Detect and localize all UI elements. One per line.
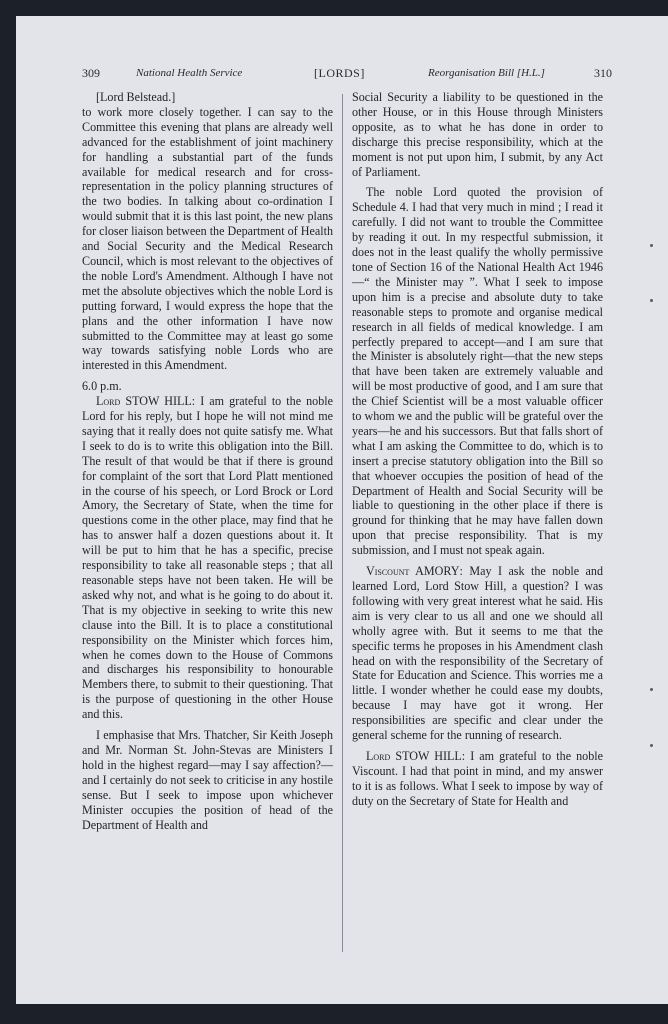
margin-dot [650,299,653,302]
speech-text: : May I ask the noble and learned Lord, Lord Stow Hill, a question? I was following with very great interest what he said. His aim is very clear to us all and one we should all wholly agree with. But it seems to me that the specific terms he proposes in his Amendment clash head on with the responsibility of the Secretary of State for Education and Science. This worries me a little. I wonder whether he could ease my doubts, because I may have got it wrong. Her responsibilities are specific and clear under the general scheme for the running of research. [352,564,603,743]
left-running-title: National Health Service [136,67,243,79]
right-paragraph-1: Social Security a liability to be questioned in the other House, or in this House through Ministers opposite, as to what he has done in order to discharge this precise responsibility, which at the moment is not put upon him, I submit, by any Act of Parliament. [352,90,603,179]
speaker-name: Lord STOW HILL [366,748,462,763]
margin-dot [650,244,653,247]
column-divider [342,94,343,952]
speaker-name: Lord STOW HILL [96,394,192,409]
right-running-title: Reorganisation Bill [H.L.] [428,67,545,79]
speech-text: : I am grateful to the noble Viscount. I had that point in mind, and my answer to it is as follows. What I seek to impose by way of duty on the Secretary of State for Health and [352,748,603,808]
page-header [82,66,612,84]
margin-dot [650,688,653,691]
right-column [352,90,603,809]
margin-dot [650,744,653,747]
left-paragraph-2 [82,394,333,722]
time-stamp: 6.0 p.m. [82,379,122,394]
right-paragraph-4 [352,749,603,809]
right-paragraph-3 [352,564,603,743]
house-label: [LORDS] [314,66,365,80]
speech-text: : I am grateful to the noble Lord for his reply, but I hope he will not mind me saying that it really does not quite satisfy me. What I seek to do is to write this obligation into the Bill. The result of that would be that if there is ground for complaint of the sort that Lord Platt mentioned in the course of his speech, or Lord Brock or Lord Amory, the Secretary of State, when the time for questions come in the other place, may find that he has to answer half a dozen questions about it. It will be put to him that he has a specific, precise responsibility to take all reasonable steps ; that all reasonable steps have not been taken. He will be asked why not, and what is he going to do about it. That is my objective in seeking to write this new clause into the Bill. It is to place a constitutional responsibility on the Minister which forces him, when he comes down to the House of Commons and discharges his responsibility to honourable Members there, to submit to their questioning. That is the purpose of questioning in the other House and this. [82,394,333,722]
left-column [82,90,333,832]
speaker-tag: [Lord Belstead.] [96,90,176,104]
left-paragraph-1: to work more closely together. I can say to the Committee this evening that plans are already well advanced for the establishment of joint machinery for handling a substantial part of the funds available for medical research and for cross-representation in the policy planning structures of the two bodies. In talking about co-ordination I would submit that it is this last point, the new plans for closer liaison between the Department of Health and Social Security and the Medical Research Council, which is most relevant to the objectives of the noble Lord's Amendment. Although I have not met the absolute objectives which the noble Lord is putting forward, I would express the hope that the plans and the other information I have now submitted to the Committee may at least go some way towards satisfying noble Lords who are interested in this Amendment. [82,104,333,373]
speaker-name: Viscount AMORY [366,564,460,579]
right-paragraph-2: The noble Lord quoted the provision of Schedule 4. I had that very much in mind ; I read it carefully. I did not want to trouble the Committee by reading it out. In my respectful submission, it does not in the least qualify the wholly permissive tone of Section 16 of the National Health Act 1946—“ the Minister may ”. What I seek to impose upon him is a precise and absolute duty to take reasonable steps to promote and organise medical research in all fields of medical knowledge. I am perfectly prepared to accept—and I am sure that the Minister is absolutely right—that the new steps that have been taken are extremely valuable and will be most productive of good, and I am sure that the Chief Scientist will be a most valuable officer to whom we and the public will be grateful over the years—he and his successors. But that falls short of what I am asking the Committee to do, which is to insert a precise statutory obligation into the Bill so that whoever occupies the position of head of the Department of Health and Social Security will be liable to questioning in the other place if there is ground for thinking that he may have fallen down upon that precise responsibility. That is my submission, and I must not speak again. [352,185,603,558]
left-page-number: 309 [82,66,100,80]
right-page-number: 310 [594,66,612,80]
hansard-page [16,16,668,1004]
left-paragraph-3: I emphasise that Mrs. Thatcher, Sir Keith Joseph and Mr. Norman St. John-Stevas are Ministers I hold in the highest regard—may I say affection?—and I certainly do not seek to criticise in any hostile sense. But I seek to impose upon whichever Minister occupies the position of head of the Department of Health and [82,728,333,832]
